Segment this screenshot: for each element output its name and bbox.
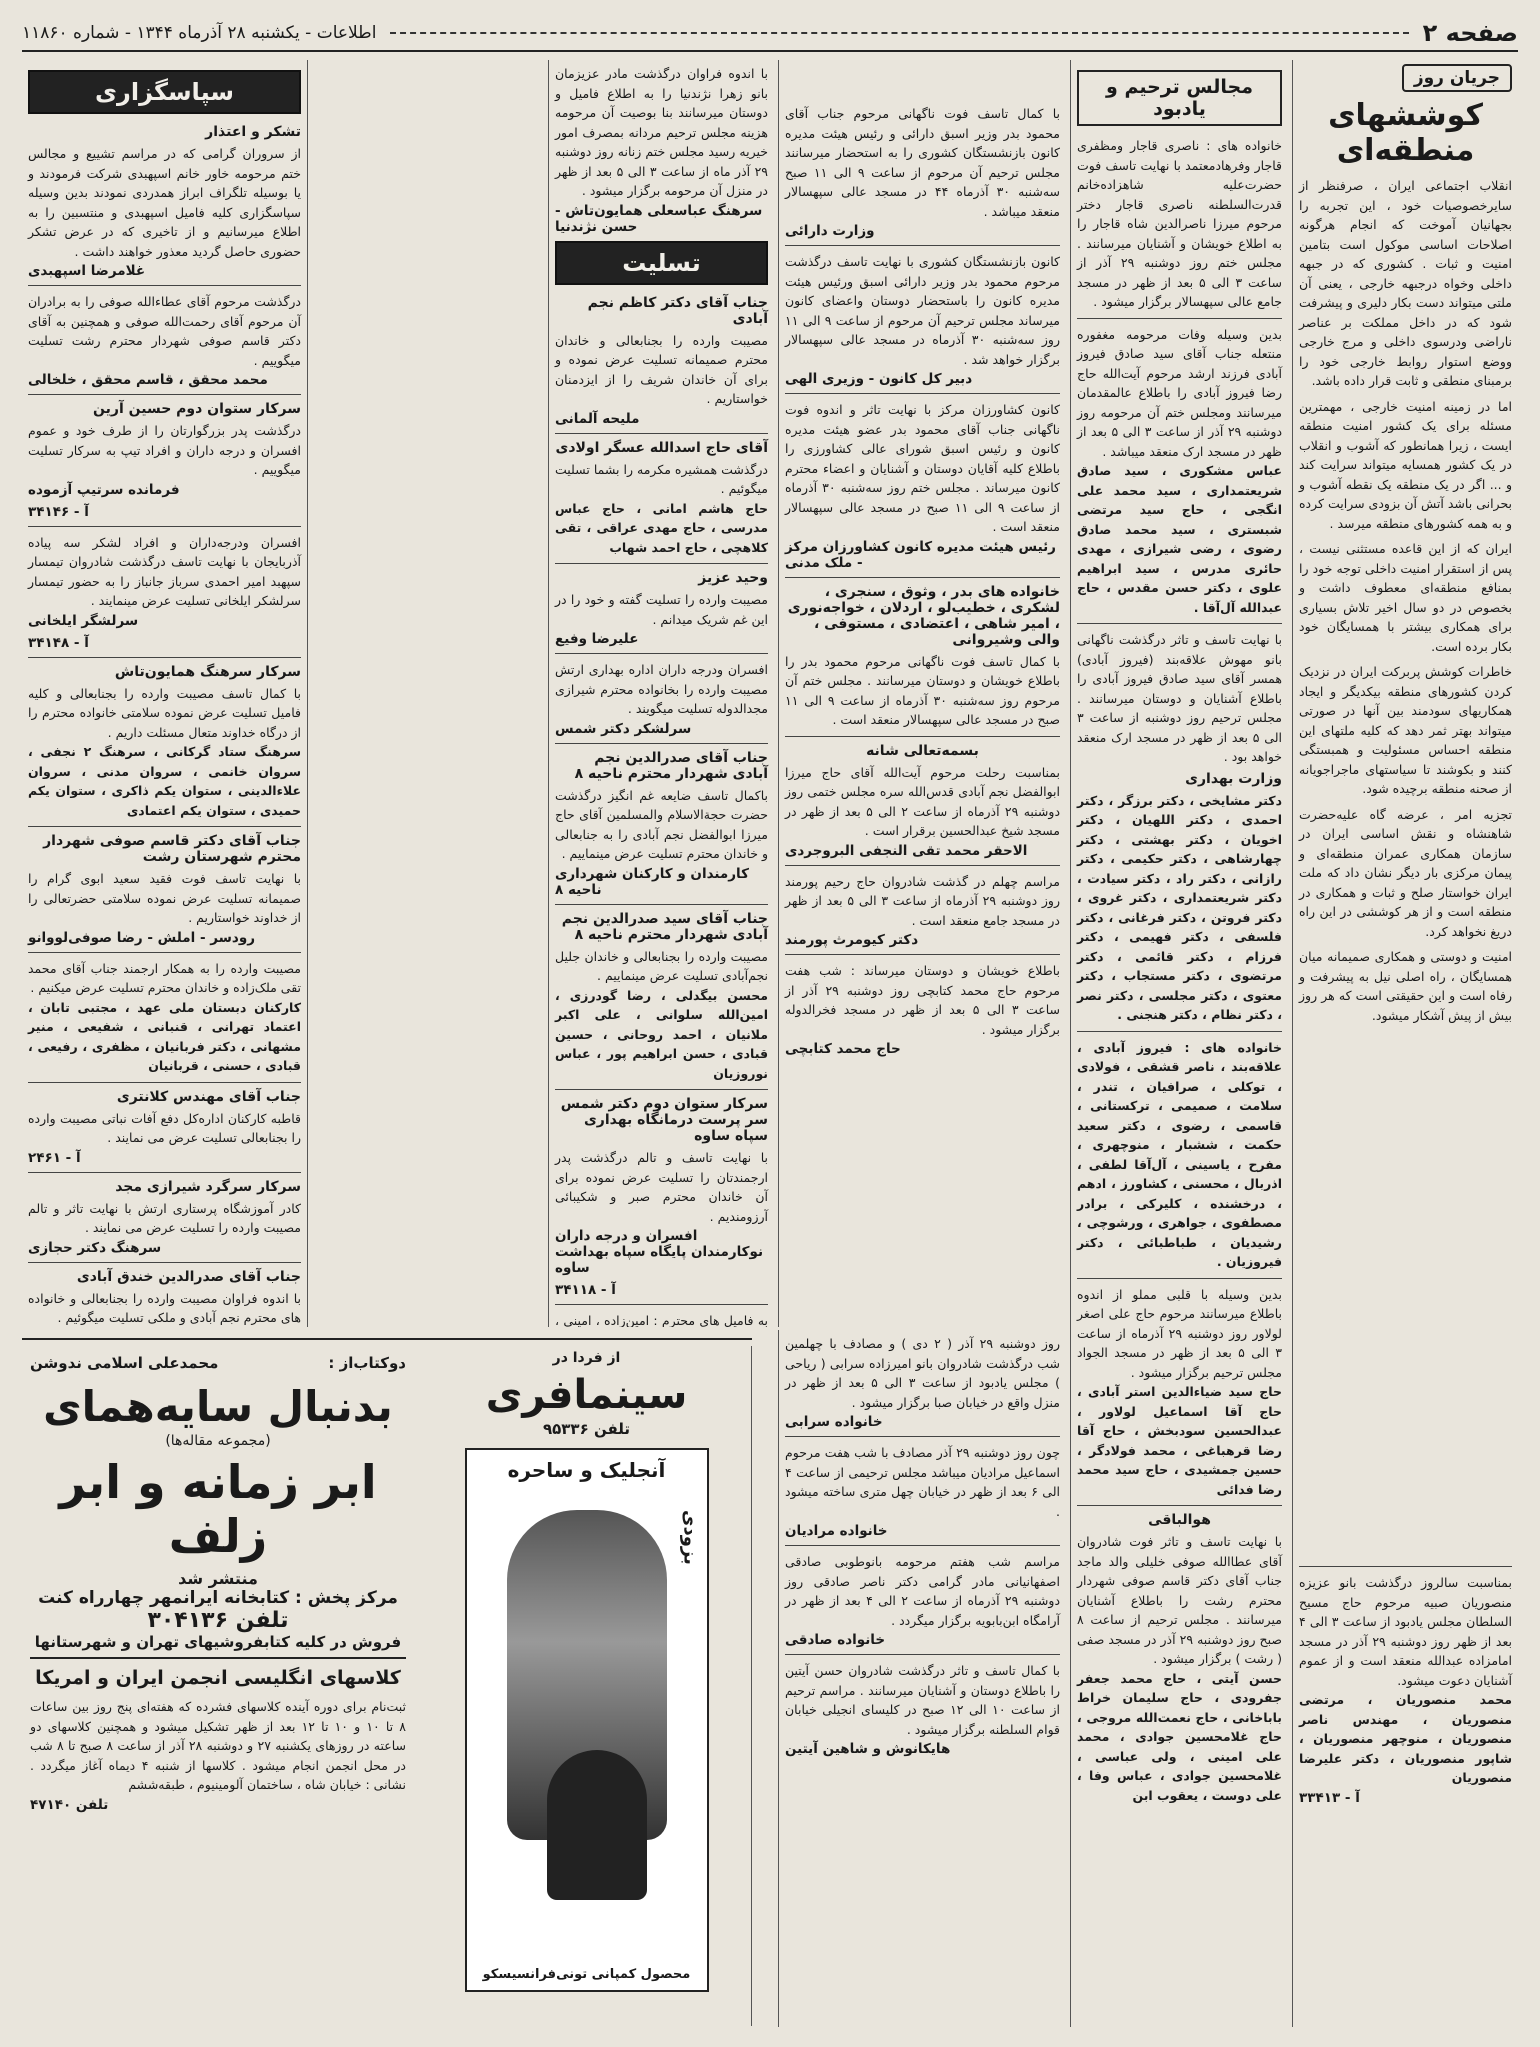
poster-figure-image — [547, 1750, 647, 1900]
ad-code: آ - ۲۴۶۱ — [28, 1149, 81, 1166]
notice-text: کانون کشاورزان مرکز با نهایت تاثر و اندوه فوت ناگهانی جناب آقای محمود بدر عضو هیئت مدیره کانون و رئیس اسبق شورای عالی کشاورزی را باطلاع کلیه آقایان دوستان و آشنایان و اعضاء محترم کانون میرساند . مجلس ختم روز سه‌شنبه ۳۰ آذرماه از ساعت ۹ الی ۱۱ صبح در مسجد عالی سپهسالار منعقد است . — [781, 402, 1060, 534]
notice-signature: سرلشکر دکتر شمس — [555, 720, 692, 737]
book-sales: فروش در کلیه کتابفروشیهای تهران و شهرستانها — [30, 1633, 406, 1659]
notice-heading: جناب آقای دکتر کاظم نجم آبادی — [587, 294, 768, 327]
notice-text: مصیبت وارده را بجنابعالی و خاندان جلیل نجم‌آبادی تسلیت عرض مینماییم . — [551, 948, 768, 983]
notice-heading: جناب آقای مهندس کلانتری — [116, 1088, 301, 1105]
notice-heading: سرکار سرگرد شیرازی مجد — [115, 1178, 301, 1195]
notice-text: با نهایت تاسف و تالم درگذشت پدر ارجمندتان را تسلیت عرض نموده برای آن خاندان محترم صبر و شکیبائی آرزومندیم . — [551, 1150, 768, 1224]
notice-names: حاج هاشم امانی ، حاج عباس مدرسی ، حاج مهدی عراقی ، تقی کلاهچی ، حاج احمد شهاب — [550, 500, 768, 555]
class-text: ثبت‌نام برای دوره آینده کلاسهای فشرده که هفته‌ای پنج روز بین ساعات ۸ تا ۱۰ و ۱۰ تا ۱۲ بعد از ظهر تشکیل میشود و همچنین کلاسهای دو ساعته در روزهای یکشنبه ۲۷ و دوشنبه ۲۸ آذر از ساعت ۸ صبح تا ۸ شب در محل انجمن انجام میشود . کلاسها از شنبه ۴ دیماه آغاز میگردد . نشانی : خیابان شاه ، ساختمان آلومینیوم ، طبقه‌ششم — [26, 1699, 407, 1792]
cinema-name: سینمافری — [485, 1372, 688, 1418]
page-header — [22, 16, 1518, 52]
advertisement-area — [22, 1338, 752, 2027]
divider — [555, 433, 768, 434]
divider — [1077, 1031, 1282, 1032]
notice-signature: سرهنگ دکتر حجازی — [28, 1239, 162, 1256]
notice-signature: فرمانده سرتیپ آزموده — [28, 481, 180, 498]
divider — [1077, 318, 1282, 319]
notice-names: حسن آیتی ، حاج محمد جعفر جفرودی ، حاج سلیمان خراط باباخانی ، حاج نعمت‌الله مروجی ، حاج غلامحسین جوادی ، محمد علی امینی ، ولی عباسی ، غلامحسین جوادی ، عباس وفا ، علی دوست ، یعقوب ابن — [1072, 1670, 1282, 1803]
cinema-soon: از فردا در — [552, 1350, 621, 1366]
page-number: صفحه ۲ — [1422, 19, 1518, 47]
notice-heading: جناب آقای صدرالدین خندق آبادی — [76, 1268, 301, 1285]
notice-text: بدین وسیله با قلبی مملو از اندوه باطلاع میرسانند مرحوم حاج علی اصغر لولاور روز دوشنبه ۲۹ آذرماه از ساعت ۳ الی ۵ بعد از ظهر در مسجد الجواد مجلس ترحیم برگزار میشود . — [1073, 1286, 1282, 1380]
notice-heading: هوالباقی — [1148, 1512, 1211, 1528]
notice-text: مراسم شب هفتم مرحومه بانوطوبی صادقی اصفهانیانی مادر گرامی دکتر ناصر صادقی روز دوشنبه ۲۹ آذرماه از ساعت ۲ الی ۴ بعد از ظهر در آرامگاه ابن‌بابویه برگزار میگردد . — [781, 1554, 1061, 1628]
notice-text: کادر آموزشگاه پرستاری ارتش با نهایت تاثر و تالم مصیبت وارده را تسلیت عرض می نمایند . — [24, 1200, 301, 1235]
editorial-paragraph: ایران که از این قاعده مستثنی نیست ، پس از استقرار امنیت داخلی توجه خود را بمنافع منطقه‌ای معطوف داشت و بخصوص در دو سال اخیر تلاش بسیاری برای همکاری بیشتر با همسایگان خود بکار برده است. — [1295, 541, 1512, 654]
notice-text: بمناسبت رحلت مرحوم آیت‌الله آقای حاج میرزا ابوالفضل نجم آبادی قدس‌الله سره مجلس ختمی روز دوشنبه ۲۹ آذرماه از ساعت ۲ الی ۵ بعد از ظهر در مسجد شیخ عبدالحسین برقرار است . — [781, 764, 1061, 838]
divider — [785, 393, 1060, 394]
notices-column-lower — [778, 1330, 1066, 2027]
ad-code: آ - ۳۴۱۴۸ — [28, 634, 89, 651]
banner-spacer — [785, 64, 1060, 104]
section-banner: تسلیت — [555, 241, 768, 285]
editorial-column — [1292, 60, 1518, 2027]
section-banner: مجالس ترحیم و یادبود — [1077, 70, 1282, 126]
memorial-notice: بمناسبت سالروز درگذشت بانو عزیزه منصوریان صبیه مرحوم حاج مسیح السلطان مجلس یادبود از ساعت ۳ الی ۴ بعد از ظهر روز دوشنبه ۲۹ آذر در مسجد امامزاده عبدالله منعقد است و از عموم آشنایان دعوت میشود. — [1295, 1575, 1512, 1688]
ad-code: آ - ۳۴۱۱۸ — [555, 1282, 616, 1298]
notice-heading: سرکار ستوان دوم دکتر شمس سر پرست درمانگاه بهداری سپاه ساوه — [560, 1096, 768, 1144]
notice-names: دکتر مشایخی ، دکتر برزگر ، دکتر احمدی ، دکتر اللهیان ، دکتر اخویان ، دکتر بهشتی ، دکتر چهارشاهی ، دکتر حکیمی ، دکتر رازانی ، دکتر راد ، دکتر سیادت ، دکتر شریعتمداری ، دکتر غروی ، دکتر فروتن ، دکتر فرغانی ، دکتر فلسفی ، دکتر فهیمی ، دکتر فرزام ، دکتر قائمی ، دکتر مرتضوی ، دکتر مستجاب ، دکتر معتوی ، دکتر مجلسی ، دکتر نصر ، دکتر نظام ، دکتر هنجنی . — [1072, 792, 1282, 1022]
notice-signature: رودسر - املش - رضا صوفی‌لووانو — [28, 929, 256, 946]
issue-info: اطلاعات - یکشنبه ۲۸ آذرماه ۱۳۴۴ - شماره ۱۱۸۶۰ — [22, 23, 377, 43]
notice-heading: وزارت بهداری — [1185, 770, 1282, 787]
notice-heading: آقای حاج اسدالله عسگر اولادی — [555, 439, 768, 456]
notice-text: با نهایت تاسف فوت فقید سعید ابوی گرام را صمیمانه تسلیت عرض نموده سلامتی حضرتعالی را از خداوند خواستاریم . — [24, 871, 301, 925]
notice-heading: بسمه‌تعالی شانه — [866, 742, 979, 759]
book-title-1: بدنبال سایه‌همای — [43, 1382, 393, 1431]
book-ad-author: محمدعلی اسلامی ندوشن — [30, 1354, 219, 1372]
notice-text: با اندوه فراوان درگذشت مادر عزیزمان بانو زهرا نژندنیا را به اطلاع فامیل و دوستان میرسانند بنا بوصیت آن مرحومه هزینه مجلس ترحیم مردانه بمصرف امور خیریه رسید مجلس ختم زنانه روز دوشنبه ۲۹ آذر ماه از ساعت ۳ الی ۵ بعد از ظهر در منزل آن مرحومه برگزار میشود . — [551, 66, 768, 198]
notice-signature: هایکانوش و شاهین آیتین — [785, 1741, 951, 1757]
editorial-paragraph: تجزیه امر ، عرضه گاه علیه‌حضرت شاهنشاه و نقش اساسی ایران در سازمان همکاری عمران منطقه‌ای و پیمان مرکزی بار دیگر نشان داد که ملت ایران خواستار صلح و ثبات و همکاری در منطقه است و از هر کوششی در این راه دریغ نخواهد کرد. — [1295, 806, 1512, 939]
notice-text: کانون بازنشستگان کشوری با نهایت تاسف درگذشت مرحوم محمود بدر وزیر دارائی اسبق ورئیس هیئت مدیره کانون را باستحضار دوستان واعضای کانون میرساند مجلس ترحیم آن مرحوم از ساعت ۹ الی ۱۱ روز سه‌شنبه ۳۰ آذرماه در مسجد عالی سپهسالار برگزار خواهد شد . — [781, 254, 1060, 367]
book-distributor: مرکز پخش : کتابخانه ایرانمهر چهارراه کنت — [38, 1588, 398, 1608]
notice-signature: افسران و درجه داران نوکارمندان پایگاه سپاه بهداشت ساوه — [555, 1228, 764, 1276]
notice-names: کارکنان دبستان ملی عهد ، مجتبی تابان ، اعتماد تهرانی ، قنبانی ، شفیعی ، منیر مشهانی ، دکتر فربانیان ، مظفری ، رفیعی ، قبادی ، حسنی ، قربانیان — [23, 999, 301, 1073]
divider — [555, 1089, 768, 1090]
notice-heading: وحید عزیز — [698, 570, 768, 586]
notice-text: مصیبت وارده را به همکار ارجمند جناب آقای محمد تقی ملک‌زاده و خاندان محترم تسلیت عرض میکنیم . — [24, 960, 301, 995]
notice-signature: سرلشگر ایلخانی — [28, 612, 139, 629]
notice-signature: وزارت دارائی — [785, 223, 875, 239]
notice-signature: خانواده سرابی — [785, 1414, 883, 1430]
memorial-names: محمد منصوریان ، مرتضی منصوریان ، مهندس ناصر منصوریان ، منوچهر منصوریان ، شاپور منصوریان ، دکتر علیرضا منصوریان — [1294, 1692, 1512, 1785]
cinema-phone: تلفن ۹۵۳۳۶ — [542, 1420, 631, 1438]
notice-text: با کمال تاسف فوت ناگهانی مرحوم محمود بدر را باطلاع خویشان و دوستان میرسانند . مجلس ختم آن مرحوم روز سه‌شنبه ۳۰ آذرماه از ساعت ۹ الی ۱۱ صبح در مسجد عالی سپهسالار منعقد است . — [781, 653, 1061, 727]
divider — [1077, 623, 1282, 624]
header-rule — [390, 32, 1408, 34]
divider — [555, 743, 768, 744]
divider — [28, 952, 301, 953]
notice-text: افسران ودرجه داران اداره بهداری ارتش مصیبت وارده را بخانواده محترم شیرازی مجدالدوله تسلیت میگویند . — [551, 662, 768, 716]
ad-code: آ - ۳۴۱۴۶ — [28, 503, 89, 520]
thanks-column — [22, 60, 308, 1327]
class-phone: تلفن ۴۷۱۴۰ — [30, 1796, 109, 1813]
editorial-paragraph: اما در زمینه امنیت خارجی ، مهمترین مسئله برای یک کشور امنیت منطقه ایست ، زیرا همانطور که آشوب و انقلاب در یک کشور همسایه میتواند سرایت کند و ... اگر در یک منطقه یک نقطه آشوب و بحرانی باشد آتش آن بزودی سرایت کرده و به همه کشورهای منطقه میرسد . — [1295, 398, 1512, 531]
notice-signature: محمد محقق ، قاسم محقق ، خلخالی — [28, 372, 268, 388]
notice-text: مراسم چهلم در گذشت شادروان حاج رحیم پورمند روز دوشنبه ۲۹ آذرماه از ساعت ۳ الی ۵ بعد از ظهر در مسجد جامع منعقد است . — [781, 873, 1060, 928]
notice-signature: دبیر کل کانون - وزیری الهی — [785, 371, 973, 387]
notices-column — [778, 60, 1066, 1327]
divider — [785, 954, 1060, 955]
notice-signature: علیرضا وفیع — [555, 631, 639, 647]
divider — [28, 285, 301, 286]
editorial-title: کوششهای منطقه‌ای — [1328, 98, 1483, 168]
notice-signature: کارمندان و کارکنان شهرداری ناحیه ۸ — [555, 865, 749, 898]
notice-text: باطلاع خویشان و دوستان میرساند : شب هفت مرحوم حاج محمد کتابچی روز دوشنبه ۲۹ آذر از ساعت ۳ الی ۵ بعد از ظهر در مسجد فخرالدوله برگزار میشود . — [781, 963, 1060, 1037]
notice-signature: الاحقر محمد تقی النجفی البروجردی — [785, 842, 1028, 859]
notice-heading: تشکر و اعتذار — [205, 124, 301, 140]
divider — [555, 1304, 768, 1305]
notice-text: درگذشت همشیره مکرمه را بشما تسلیت میگوئیم . — [551, 461, 768, 496]
notice-text: قاطبه کارکنان اداره‌کل دفع آفات نباتی مصیبت وارده را بجنابعالی تسلیت عرض می نمایند . — [24, 1110, 301, 1145]
divider — [28, 1082, 301, 1083]
notice-heading: خانواده های بدر ، وثوق ، سنجری ، لشکری ، خطیب‌لو ، اردلان ، خواجه‌نوری ، امیر شاهی ، اعتضادی ، مستوفی ، والی وشیروانی — [787, 583, 1060, 648]
editorial-paragraph: امنیت و دوستی و همکاری صمیمانه میان همسایگان ، راه اصلی نیل به پیشرفت و رفاه است و این حقیقتی است که هر روز بیش از پیش آشکار میشود. — [1295, 949, 1512, 1023]
divider — [28, 826, 301, 827]
notice-text: به فامیل های محترم : امین‌زاده ، امینی ، — [555, 1313, 768, 1327]
notice-heading: سرکار ستوان دوم حسین آرین — [93, 401, 301, 417]
notice-text: درگذشت پدر بزرگوارتان را از طرف خود و عموم افسران و درجه داران و افراد تیپ به سرکار تسلیت میگوییم . — [24, 423, 301, 477]
notice-signature: خانواده صادقی — [785, 1632, 886, 1648]
notice-text: افسران ودرجه‌داران و افراد لشکر سه پیاده آذربایجان با نهایت تاسف درگذشت شادروان تیمسار سپهبد امیر احمدی سرباز جانباز را به حضور تیمسار سرلشکر ایلخانی تسلیت عرض مینمایند . — [24, 534, 301, 608]
poster-side-text: بزودی — [679, 1510, 701, 1565]
notice-text: باکمال تاسف ضایعه غم انگیز درگذشت حضرت حجةالاسلام والمسلمین آقای حاج میرزا ابوالفضل نجم آبادی را به جنابعالی و خاندان محترم تسلیت عرض مینماییم . — [551, 787, 768, 861]
notice-heading: سرکار سرهنگ همایون‌تاش — [114, 663, 301, 680]
divider — [1077, 1505, 1282, 1506]
tasliat-column — [548, 60, 774, 1327]
ad-code: آ - ۳۳۴۱۳ — [1299, 1789, 1360, 1806]
movie-poster — [465, 1448, 709, 1992]
divider — [785, 577, 1060, 578]
divider — [555, 563, 768, 564]
notice-heading: جناب آقای دکتر قاسم صوفی شهردار محترم شهرستان رشت — [43, 833, 301, 865]
notice-names: عباس مشکوری ، سید صادق شریعتمداری ، سید محمد علی انگجی ، حاج سید مرتضی شبستری ، سید محمد صادق رضوی ، رضی شیرازی ، مهدی حائری مدرس ، سید ابراهیم علوی ، دکتر حسن مقدس ، حاج عبدالله آل‌آقا . — [1072, 463, 1282, 615]
divider — [28, 657, 301, 658]
notice-signature: حاج محمد کتابچی — [785, 1041, 901, 1057]
notice-text: خانواده های : ناصری قاجار ومظفری قاجار وفرهادمعتمد با نهایت تاسف فوت حضرت‌علیه شاهزاده‌خانم قدرت‌السلطنه ناصری قاجار دختر مرحوم میرزا ناصرالدین شاه قاجار را به اطلاع خویشان و آشنایان میرسانند . مجلس ختم روز دوشنبه ۲۹ آذر از ساعت ۳ الی ۵ بعد از ظهر در مسجد جامع عالی سپهسالار برگزار میشود . — [1073, 138, 1282, 309]
notice-text: درگذشت مرحوم آقای عطاءالله صوفی را به برادران آن مرحوم آقای رحمت‌الله صوفی و همچنین به آقای دکتر قاسم صوفی شهردار محترم رشت تسلیت میگوییم . — [24, 294, 301, 368]
poster-credit: محصول کمپانی تونی‌فرانسیسکو — [482, 1967, 691, 1982]
notice-heading: جناب آقای سید صدرالدین نجم آبادی شهردار محترم ناحیه ۸ — [561, 910, 768, 943]
notice-names: حاج سید ضیاءالدین استر آبادی ، حاج آقا اسماعیل لولاور ، عبدالحسین سودبخش ، حاج آقا رضا قرهباغی ، محمد فولادگر ، حسین جمشیدی ، حاج سید محمد رضا فدائی — [1072, 1384, 1282, 1497]
book-published: منتشر شد — [178, 1569, 258, 1588]
class-title: کلاسهای انگلیسی انجمن ایران و امریکا — [35, 1667, 401, 1689]
divider — [785, 865, 1060, 866]
divider — [28, 1262, 301, 1263]
condolence-column — [1070, 60, 1288, 2027]
notice-signature: دکتر کیومرث پورمند — [785, 932, 919, 948]
divider — [28, 526, 301, 527]
notice-text: با کمال تاسف فوت ناگهانی مرحوم جناب آقای محمود بدر وزیر اسبق دارائی و رئیس هیئت مدیره کانون بازنشستگان کشوری را به استحضار میرسانند مجلس ترحیم آن مرحوم از ساعت ۹ الی ۱۱ صبح سه‌شنبه ۳۰ آذرماه ۴۴ در مسجد عالی سپهسالار منعقد میباشد . — [781, 106, 1060, 219]
notice-signature: ملیحه آلمانی — [555, 410, 640, 427]
notice-signature: سرهنگ عباسعلی همایون‌تاش - حسن نژندنیا — [555, 202, 763, 235]
divider — [785, 1654, 1060, 1655]
divider — [785, 245, 1060, 246]
notice-text: از سروران گرامی که در مراسم تشییع و مجالس ختم مرحومه خاور خانم اسپهبدی شرکت فرمودند و یا بوسیله تلگراف ابراز همدردی نمودند بدین وسیله سپاسگزاری کلیه فامیل اسپهبدی و منتسبین را به اطلاع میرسانیم و از تاخیری که در عرض تشکر حضوری حاصل گردید معذور خواهند داشت . — [24, 146, 301, 259]
cinema-advertisement — [422, 1346, 752, 2026]
notice-text: با کمال تاسف و تاثر درگذشت شادروان حسن آیتین را باطلاع دوستان و آشنایان میرسانند . مراسم ترحیم از ساعت ۱۰ الی ۱۲ صبح در کلیسای انجیلی خیابان قوام السلطنه برگزار میشود . — [781, 1663, 1060, 1737]
section-banner: سپاسگزاری — [28, 70, 301, 114]
divider — [785, 736, 1060, 737]
book-title-2: ابر زمانه و ابر زلف — [59, 1455, 377, 1563]
divider — [785, 1545, 1060, 1546]
book-phone: تلفن ۳۰۴۱۳۶ — [147, 1608, 289, 1633]
book-subtitle: (مجموعه مقاله‌ها) — [165, 1433, 271, 1449]
notice-names: سرهنگ ستاد گرکانی ، سرهنگ ۲ نجفی ، سروان خانمی ، سروان مدنی ، سروان علاءالدینی ، ستوان یکم ذاکری ، ستوان یکم حمیدی ، ستوان یکم اعتمادی — [23, 744, 301, 818]
notice-text: روز دوشنبه ۲۹ آذر ( ۲ دی ) و مصادف با چهلمین شب درگذشت شادروان بانو امیرزاده سرابی ( ریاحی ) مجلس یادبود از ساعت ۳ الی ۵ بعد از ظهر در منزل واقع در خیابان صبا برگزار میشود . — [781, 1336, 1061, 1410]
rubric-label: جریان روز — [1402, 64, 1512, 92]
divider — [1299, 1566, 1512, 1567]
poster-title: آنجلیک و ساحره — [507, 1458, 666, 1482]
divider — [555, 904, 768, 905]
notice-text: چون روز دوشنبه ۲۹ آذر مصادف با شب هفت مرحوم اسماعیل مرادیان میباشد مجلس ترحیمی از ساعت ۴ الی ۶ بعد از ظهر در خیابان چهل متری ساخته میشود . — [781, 1445, 1061, 1519]
divider — [28, 1172, 301, 1173]
notice-text: بدین وسیله وفات مرحومه مغفوره منتعله جناب آقای سید صادق فیروز آبادی فرزند ارشد مرحوم آیت‌الله حاج رضا فیروز آبادی را باطلاع عالمقدمان میرسانند ومجلس ختم آن مرحومه روز دوشنبه ۲۹ آذر از ساعت ۳ الی ۵ بعد از ظهر در مسجد ارک منعقد میباشد . — [1073, 326, 1283, 459]
notice-text: با نهایت تاسف و تاثر درگذشت ناگهانی بانو مهوش علاقه‌بند (فیروز آبادی) همسر آقای سید صادق فیروز آبادی را باطلاع آشنایان و دوستان میرسانند . مجلس ترحیم روز دوشنبه از ساعت ۳ الی ۵ بعد از ظهر در مسجد ارک منعقد خواهد بود . — [1073, 632, 1282, 764]
notice-text: با اندوه فراوان مصیبت وارده را بجنابعالی و خانواده های محترم نجم آبادی و ملکی تسلیت میگوئیم . — [24, 1290, 301, 1325]
book-ad-author-line — [30, 1354, 406, 1372]
divider — [1077, 1278, 1282, 1279]
notice-heading: جناب آقای صدرالدین نجم آبادی شهردار محترم ناحیه ۸ — [574, 749, 768, 782]
notice-signature: غلامرضا اسپهبدی — [28, 263, 146, 279]
book-ad-by: دوکتاب‌از : — [328, 1354, 406, 1372]
editorial-paragraph: خاطرات کوشش پربرکت ایران در نزدیک کردن کشورهای منطقه بیکدیگر و ایجاد همکاریهای سودمند بین آنها در صورتی میتواند بهتر ثمر دهد که کلیه ملتهای این منطقه احساس مسئولیت و همبستگی کنند و بکوشند تا سیاستهای ماجراجویانه از صحنه منطقه برچیده شود. — [1295, 664, 1512, 796]
notice-text: با کمال تاسف مصیبت وارده را بجنابعالی و کلیه فامیل تسلیت عرض نموده سلامتی خانواده محترم را از درگاه خداوند متعال مسئلت داریم . — [24, 685, 301, 740]
notice-signature: خانواده مرادیان — [785, 1523, 888, 1539]
notice-names: خانواده های : فیروز آبادی ، علاقه‌بند ، ناصر قشقی ، فولادی ، توکلی ، صرافیان ، تندر ، سلامت ، صمیمی ، ترکستانی ، قاسمی ، رضوی ، دکتر سعید حکمت ، ششبار ، منوچهری ، مفرح ، یاسینی ، آل‌آقا لطفی ، اذربال ، محسنی ، کشاورز ، ادهم ، درخشنده ، کلیرکی ، برادر مصطفوی ، جواهری ، ورشوچی ، رشیدیان ، طباطبائی ، دکتر فیروزیان . — [1072, 1039, 1282, 1269]
divider — [555, 653, 768, 654]
divider — [28, 394, 301, 395]
notice-text: مصیبت وارده را بجنابعالی و خاندان محترم صمیمانه تسلیت عرض نموده و برای آن خاندان شریف را از ایزدمنان خواستاریم . — [551, 332, 768, 406]
editorial-paragraph: انقلاب اجتماعی ایران ، صرفنظر از سایرخصوصیات خود ، این تجربه را بجهانیان آموخت که انجام هرگونه اصلاحات اساسی موکول است بتامین امنیت و ثبات . کشوری که در جبهه داخلی وخواه درجبهه خارجی ، یعنی آن ملتی میتواند دست بکار دلیری و پیشرفت شود که در داخل مملکت بر عناصر ناراضی ودرسوی داخلی و مرج خارجی ووضع استوار روابط خارجی خود را برمبنای منطقی و ثابت قرار داده باشد. — [1295, 178, 1512, 388]
notice-names: محسن بیگدلی ، رضا گودرزی ، امین‌الله سلوانی ، علی اکبر ملانیان ، احمد روحانی ، حسین قبادی ، حسن ابراهیم پور ، عباس نوروزیان — [550, 987, 768, 1081]
notice-text: مصیبت وارده را تسلیت گفته و خود را در این غم شریک میدانم . — [551, 592, 768, 627]
notice-text: با نهایت تاسف و تاثر فوت شادروان آقای عطاالله صوفی خلیلی والد ماجد جناب آقای دکتر قاسم صوفی شهردار محترم رشت را باطلاع آشنایان میرسانند . مجلس ترحیم از ساعت ۸ صبح روز دوشنبه ۲۹ آذر در مسجد صفی ( رشت ) برگزار میشود . — [1073, 1534, 1283, 1666]
book-advertisement — [22, 1346, 414, 2026]
divider — [785, 1436, 1060, 1437]
notice-signature: رئیس هیئت مدیره کانون کشاورزان مرکز - ملک مدنی — [785, 538, 1056, 571]
